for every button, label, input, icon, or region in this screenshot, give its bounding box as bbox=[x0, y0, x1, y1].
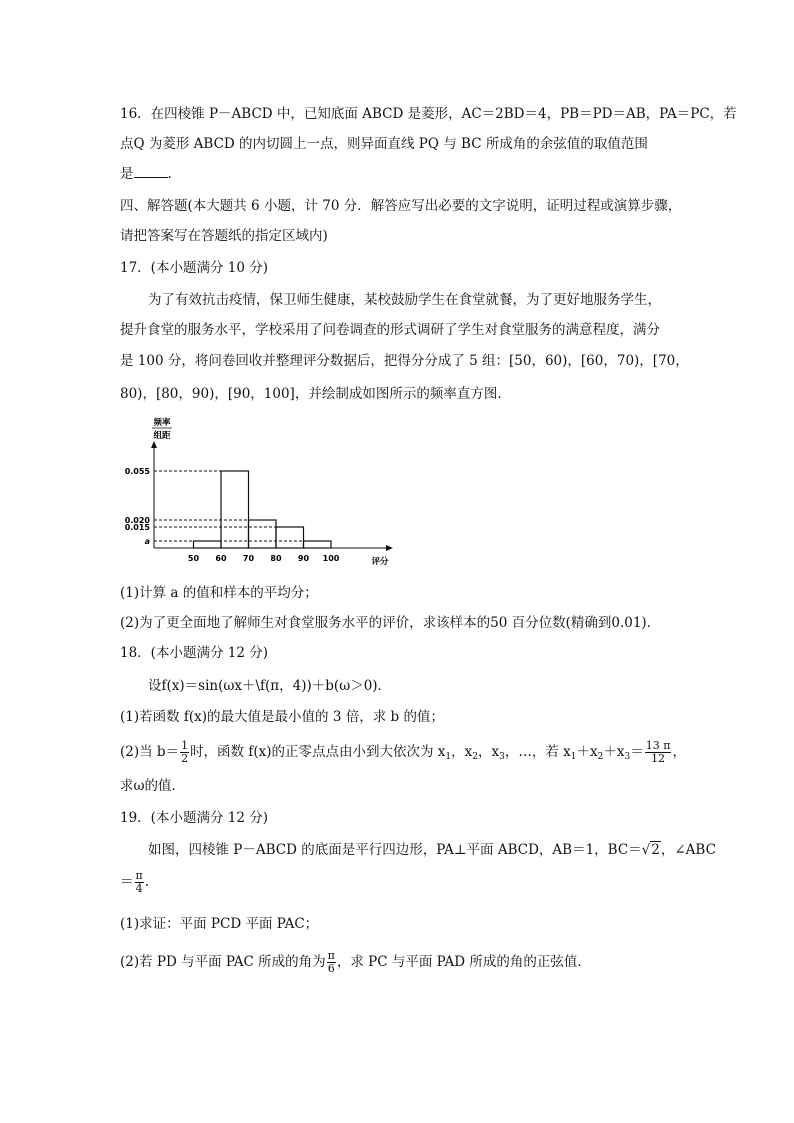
fraction-numerator: 1 bbox=[181, 739, 189, 752]
histogram-bar bbox=[221, 471, 249, 548]
subscript: 2 bbox=[472, 752, 478, 762]
histogram-bar bbox=[249, 520, 277, 548]
q18-comma-1: ，x bbox=[451, 744, 473, 760]
fraction-numerator: 13 π bbox=[645, 739, 671, 752]
y-tick-label: 0.020 bbox=[124, 516, 150, 525]
x-tick-label: 60 bbox=[215, 554, 227, 563]
fraction-denominator: 4 bbox=[135, 882, 143, 895]
q19-body-text-a: 如图，四棱锥 P－ABCD 的底面是平行四边形，PA⊥平面 ABCD，AB＝1，BC＝ bbox=[148, 842, 642, 858]
y-axis-label-bottom: 组距 bbox=[153, 431, 171, 441]
x-tick-label: 100 bbox=[322, 554, 340, 563]
q19-part2-text-a: (2)若 PD 与平面 PAC 所成的角为 bbox=[120, 954, 326, 970]
q19-body-2 bbox=[120, 870, 149, 895]
x-tick-label: 90 bbox=[297, 554, 310, 563]
q18-plus-1: ＋x bbox=[576, 744, 598, 760]
subscript: 2 bbox=[597, 752, 604, 762]
q18-part-2 bbox=[120, 740, 686, 767]
q18-part-2-line-2: 求ω的值． bbox=[120, 778, 186, 794]
subscript: 1 bbox=[570, 752, 577, 762]
q16-line-1: 16．在四棱锥 P－ABCD 中，已知底面 ABCD 是菱形，AC＝2BD＝4，PB＝PD＝AB，PA＝PC，若 bbox=[120, 106, 737, 122]
q18-part2-text-b: 时，函数 f(x)的正零点点由小到大依次为 x bbox=[190, 744, 446, 760]
q17-body-3: 是 100 分，将问卷回收并整理评分数据后，把得分分成了 5 组：[50，60)，[60，70)，[70， bbox=[120, 353, 689, 369]
fraction-13pi-over-12 bbox=[645, 740, 672, 765]
histogram-bar bbox=[304, 541, 332, 548]
q16-line-3 bbox=[120, 164, 172, 184]
q19-part-1: (1)求证：平面 PCD 平面 PAC； bbox=[120, 916, 319, 932]
answer-blank bbox=[134, 165, 168, 178]
q16-line-3-prefix: 是 bbox=[120, 166, 134, 182]
frequency-histogram bbox=[124, 414, 398, 572]
subscript: 3 bbox=[499, 752, 505, 762]
q19-equals: ＝ bbox=[120, 874, 134, 890]
histogram-bar bbox=[194, 541, 222, 548]
q18-part-1: (1)若函数 f(x)的最大值是最小值的 3 倍，求 b 的值； bbox=[120, 709, 444, 725]
x-axis-arrow bbox=[386, 545, 393, 551]
q18-tail: ， bbox=[672, 744, 686, 760]
fraction-numerator: π bbox=[327, 949, 335, 962]
section4-heading-line-1: 四、解答题(本大题共 6 小题，计 70 分．解答应写出必要的文字说明，证明过程或演算步骤， bbox=[120, 198, 682, 214]
q18-setup: 设f(x)＝sin(ωx＋\f(π，4))＋b(ω＞0)． bbox=[148, 678, 392, 694]
q16-line-3-suffix: . bbox=[167, 166, 172, 182]
y-axis-label-top: 频率 bbox=[153, 418, 171, 428]
q17-part-1: (1)计算 a 的值和样本的平均分； bbox=[120, 585, 318, 601]
x-tick-label: 70 bbox=[242, 554, 255, 563]
subscript: 3 bbox=[624, 752, 631, 762]
sqrt-radicand: 2 bbox=[651, 842, 660, 858]
q17-part-2: (2)为了更全面地了解师生对食堂服务水平的评价，求该样本的50 百分位数(精确到0.01)． bbox=[120, 615, 661, 631]
q18-plus-2: ＋x bbox=[603, 744, 625, 760]
q19-body-text-b: ，∠ABC bbox=[660, 842, 716, 858]
fraction-pi-over-4 bbox=[135, 870, 144, 895]
subscript: 1 bbox=[445, 752, 452, 762]
q17-body-2: 提升食堂的服务水平，学校采用了问卷调查的形式调研了学生对食堂服务的满意程度，满分 bbox=[120, 322, 660, 338]
q16-line-2: 点Q 为菱形 ABCD 的内切圆上一点，则异面直线 PQ 与 BC 所成角的余弦值的取值范围 bbox=[120, 136, 648, 152]
q19-body-1 bbox=[148, 840, 716, 860]
histogram-bar bbox=[276, 527, 304, 548]
q18-part2-text-c: ，…，若 x bbox=[504, 744, 571, 760]
fraction-denominator: 6 bbox=[327, 962, 335, 975]
y-tick-label: a bbox=[144, 537, 150, 546]
sqrt-sign: √ bbox=[641, 842, 651, 858]
q17-body-4: 80)，[80，90)，[90，100]，并绘制成如图所示的频率直方图． bbox=[120, 386, 511, 402]
q18-header: 18．(本小题满分 12 分) bbox=[120, 645, 268, 661]
x-axis-label: 评分 bbox=[371, 557, 389, 567]
q18-part2-text-a: (2)当 b＝ bbox=[120, 744, 180, 760]
q19-part-2 bbox=[120, 950, 591, 975]
x-tick-label: 80 bbox=[270, 554, 282, 563]
fraction-denominator: 2 bbox=[181, 752, 189, 765]
q19-header: 19．(本小题满分 12 分) bbox=[120, 810, 268, 826]
y-tick-label: 0.015 bbox=[124, 523, 150, 532]
y-axis-arrow bbox=[151, 441, 157, 448]
q17-header: 17．(本小题满分 10 分) bbox=[120, 260, 268, 276]
y-tick-label: 0.055 bbox=[124, 467, 150, 476]
q18-comma-2: ，x bbox=[478, 744, 500, 760]
fraction-numerator: π bbox=[135, 869, 143, 882]
fraction-pi-over-6 bbox=[327, 950, 336, 975]
fraction-denominator: 12 bbox=[651, 752, 666, 765]
section4-heading-line-2: 请把答案写在答题纸的指定区域内) bbox=[120, 228, 328, 244]
q17-body-1: 为了有效抗击疫情，保卫师生健康，某校鼓励学生在食堂就餐，为了更好地服务学生， bbox=[148, 292, 661, 308]
q19-part2-text-b: ，求 PC 与平面 PAD 所成的角的正弦值． bbox=[336, 954, 591, 970]
x-tick-label: 50 bbox=[187, 554, 200, 563]
fraction-one-half bbox=[180, 740, 189, 765]
q19-body-2-tail: . bbox=[144, 874, 150, 890]
q18-equals: ＝ bbox=[630, 744, 644, 760]
